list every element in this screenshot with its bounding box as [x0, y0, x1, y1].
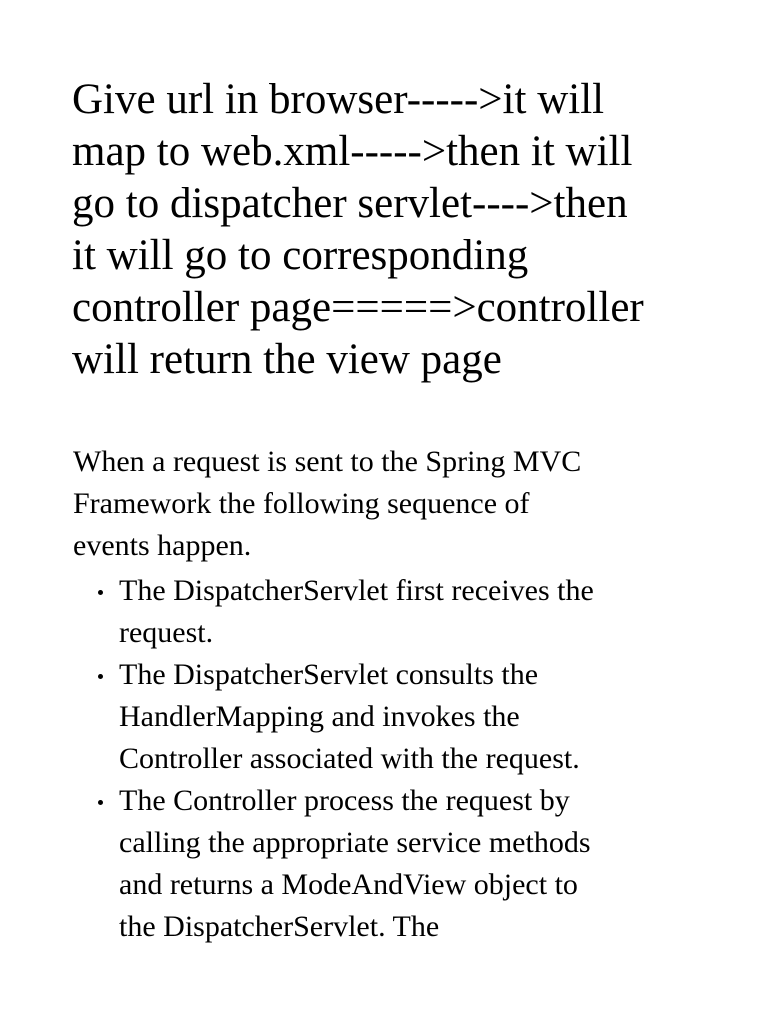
- list-item-line: request.: [119, 616, 214, 649]
- list-item: [96, 570, 736, 654]
- intro-line: When a request is sent to the Spring MVC: [73, 445, 582, 478]
- list-item-line: The DispatcherServlet consults the: [119, 658, 539, 691]
- list-item-line: HandlerMapping and invokes the: [119, 700, 520, 733]
- intro-paragraph: [73, 441, 713, 567]
- bullet-icon: [98, 800, 103, 805]
- list-item: [96, 780, 736, 948]
- heading-line: will return the view page: [72, 336, 502, 383]
- heading-line: go to dispatcher servlet---->then: [72, 180, 628, 227]
- list-item-line: The Controller process the request by: [119, 784, 570, 817]
- sequence-list: [96, 570, 736, 948]
- bullet-icon: [98, 674, 103, 679]
- heading-line: it will go to corresponding: [72, 232, 529, 279]
- bullet-icon: [98, 590, 103, 595]
- list-item-line: The DispatcherServlet first receives the: [119, 574, 594, 607]
- list-item-line: calling the appropriate service methods: [119, 826, 591, 859]
- heading-line: map to web.xml----->then it will: [72, 128, 633, 175]
- flow-summary-heading: [72, 74, 712, 386]
- list-item: [96, 654, 736, 780]
- list-item-line: Controller associated with the request.: [119, 742, 580, 775]
- heading-line: Give url in browser----->it will: [72, 76, 605, 123]
- list-item-line: the DispatcherServlet. The: [119, 910, 440, 943]
- intro-line: Framework the following sequence of: [73, 487, 530, 520]
- heading-line: controller page=====>controller: [72, 284, 644, 331]
- list-item-line: and returns a ModeAndView object to: [119, 868, 578, 901]
- intro-line: events happen.: [73, 529, 252, 562]
